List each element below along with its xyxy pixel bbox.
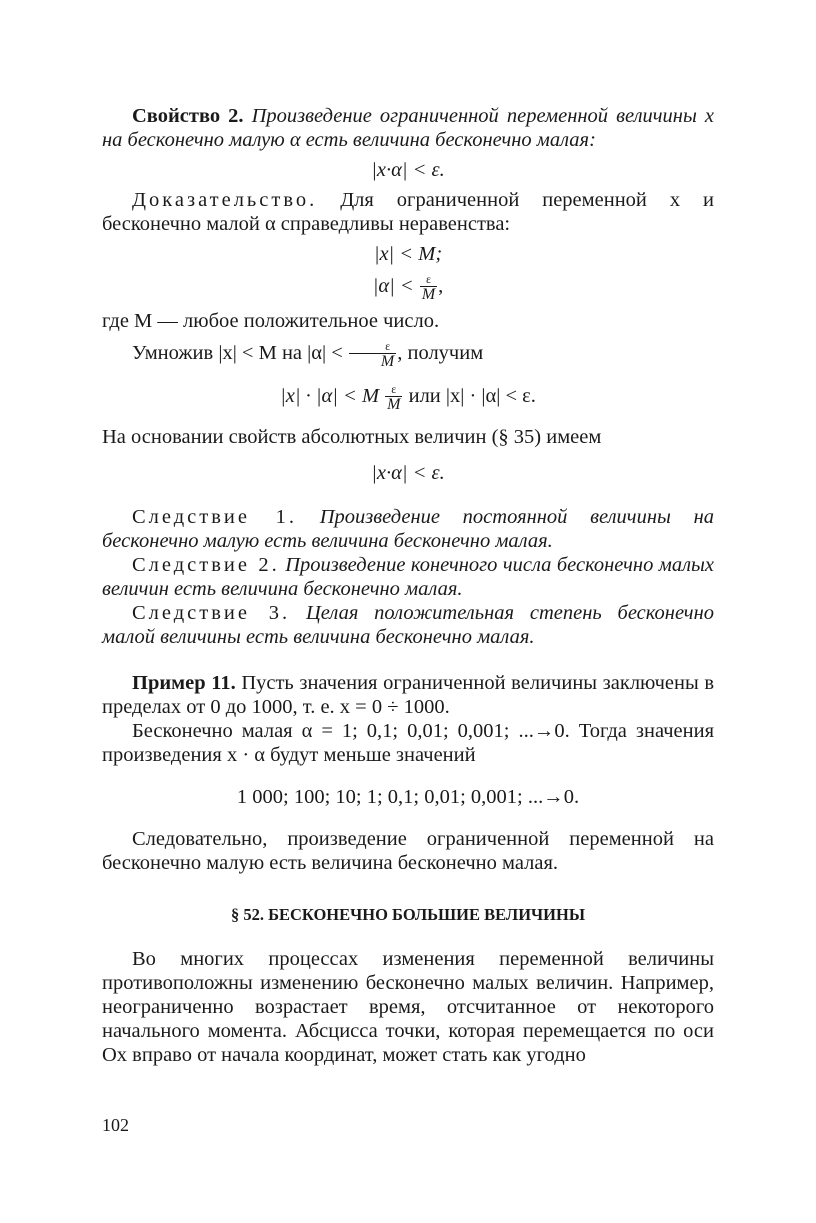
formula-3-tail: , xyxy=(438,275,444,298)
fraction-denominator: M xyxy=(421,286,436,303)
page-number: 102 xyxy=(102,1115,129,1135)
fraction-numerator: ε xyxy=(391,382,397,396)
example-11-text: Пусть значения ограниченной величины заключены в пределах от 0 до 1000, т. е. x = 0 ÷ 1000. xyxy=(102,672,715,718)
corollary-2 xyxy=(102,553,714,601)
fraction-numerator: ε xyxy=(425,272,432,286)
corollary-1-text: Произведение постоянной величины на бесконечно малую есть величина бесконечно малая. xyxy=(102,506,714,552)
page-body xyxy=(102,104,714,1067)
corollary-1 xyxy=(102,505,714,553)
basis-line: На основании свойств абсолютных величин (§ 35) имеем xyxy=(102,426,602,448)
example-11-label: Пример 11. xyxy=(132,672,236,694)
conclusion-paragraph: Следовательно, произведение ограниченной переменной на бесконечно малую есть величина бесконечно малая. xyxy=(102,828,714,874)
fraction xyxy=(349,339,396,370)
infinitely-small-line: Бесконечно малая α = 1; 0,1; 0,01; 0,001; ...→0. Тогда значения произведения x · α будут меньше значений xyxy=(102,720,714,766)
proof-text: Для ограниченной переменной x и бесконечно малой α справедливы неравенства: xyxy=(102,189,714,235)
formula-3-lhs: |α| < xyxy=(372,275,414,298)
corollary-3-label: Следствие 3. xyxy=(132,602,291,624)
proof-label: Доказательство. xyxy=(132,189,318,211)
fraction-denominator: M xyxy=(387,396,401,413)
example-11 xyxy=(102,671,714,719)
corollary-3 xyxy=(102,601,714,649)
formula-1: |x·α| < ε. xyxy=(371,159,445,181)
fraction-denominator: M xyxy=(349,353,396,370)
formula-4-b: или |x| · |α| < ε. xyxy=(408,385,536,408)
corollary-2-text: Произведение конечного числа бесконечно малых величин есть величина бесконечно малая. xyxy=(102,554,715,600)
section-paragraph: Во многих процессах изменения переменной величины противоположны изменению бесконечно малых величин. Например, неограниченно возрастает время, отсчитанное от некоторого начального момента. Абсцисса точки, которая перемещается по оси Ox вправо от начала координат, может стать как угодно xyxy=(102,948,714,1066)
property-2-label: Свойство 2. xyxy=(132,105,244,127)
formula-4 xyxy=(102,382,714,413)
where-line: где M — любое положительное число. xyxy=(102,310,440,332)
fraction xyxy=(385,382,402,413)
formula-4-a: |x| · |α| < M xyxy=(280,385,380,408)
multiply-text-b: , получим xyxy=(397,342,484,365)
multiply-line xyxy=(102,339,714,370)
corollary-3-text: Целая положительная степень бесконечно малой величины есть величина бесконечно малая. xyxy=(102,602,715,648)
corollary-2-label: Следствие 2. xyxy=(132,554,280,576)
property-2-text: Произведение ограниченной переменной величины x на бесконечно малую α есть величина бесконечно малая: xyxy=(102,105,714,151)
formula-6: 1 000; 100; 10; 1; 0,1; 0,01; 0,001; ...→0. xyxy=(236,786,580,808)
section-heading: § 52. БЕСКОНЕЧНО БОЛЬШИЕ ВЕЛИЧИНЫ xyxy=(230,905,586,924)
formula-2: |x| < M; xyxy=(373,243,443,265)
fraction-numerator: ε xyxy=(385,339,391,353)
proof-paragraph xyxy=(102,188,714,236)
multiply-text-a: Умножив |x| < M на |α| < xyxy=(132,342,343,365)
formula-5: |x·α| < ε. xyxy=(371,462,445,484)
property-2-paragraph xyxy=(102,104,714,152)
fraction xyxy=(420,272,437,303)
formula-3 xyxy=(102,272,714,303)
corollary-1-label: Следствие 1. xyxy=(132,506,298,528)
